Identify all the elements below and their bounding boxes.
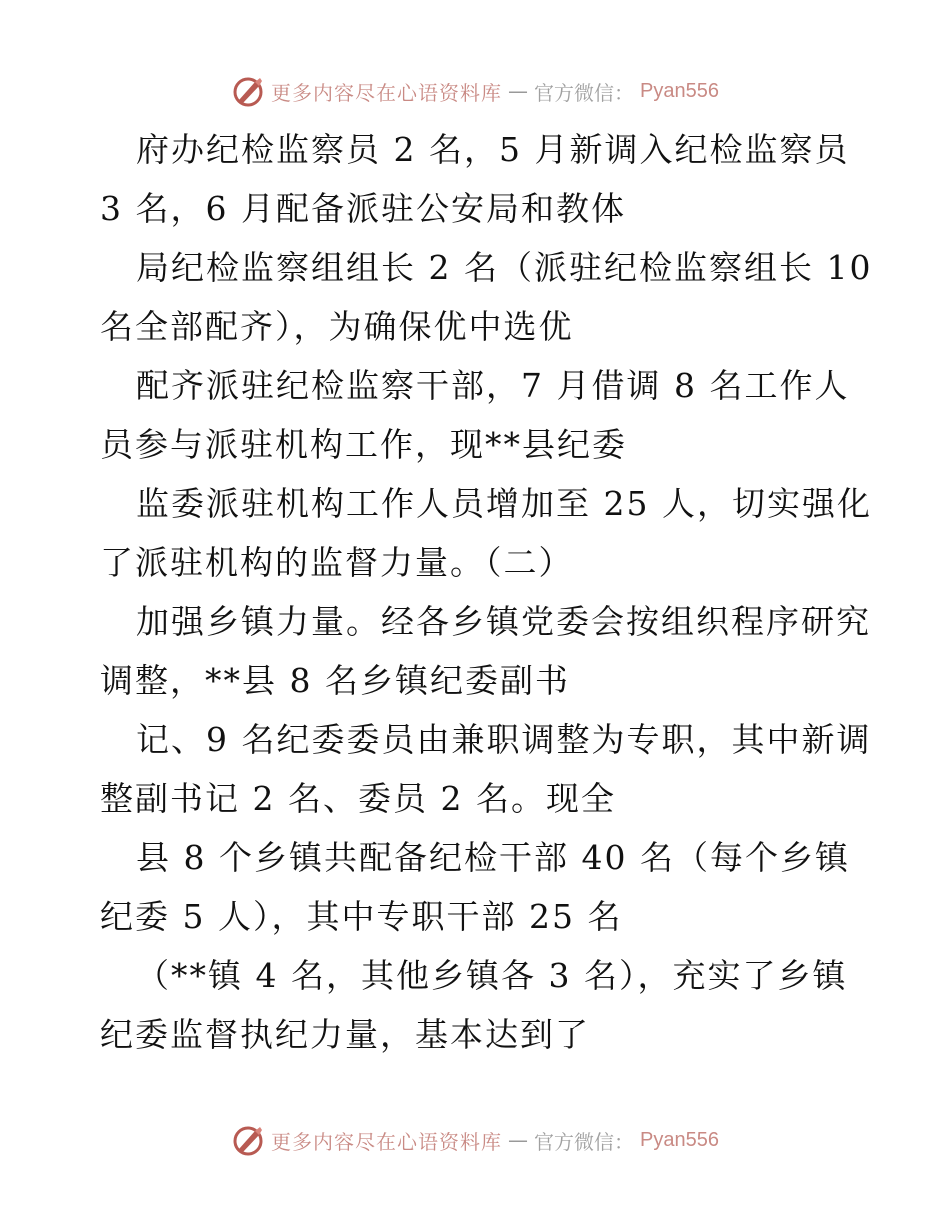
watermark-separator: — xyxy=(508,1128,529,1152)
watermark-wechat-id: Pyan556 xyxy=(640,1128,719,1151)
paragraph-line: （**镇 4 名，其他乡镇各 3 名），充实了乡镇 xyxy=(136,956,848,995)
paragraph xyxy=(100,592,871,710)
paragraph-line: 加强乡镇力量。经各乡镇党委会按组织程序研究 xyxy=(136,602,871,641)
document-body xyxy=(100,120,873,1064)
watermark-wechat-id: Pyan556 xyxy=(640,79,719,102)
paragraph-line: 局纪检监察组组长 2 名（派驻纪检监察组长 10 xyxy=(136,248,873,287)
pen-logo-icon xyxy=(231,1123,265,1157)
paragraph-line: 整副书记 2 名、委员 2 名。现全 xyxy=(100,779,616,818)
paragraph-line: 县 8 个乡镇共配备纪检干部 40 名（每个乡镇 xyxy=(136,838,850,877)
paragraph-line: 名全部配齐），为确保优中选优 xyxy=(100,307,574,346)
paragraph-line: 了派驻机构的监督力量。（二） xyxy=(100,543,574,582)
pen-logo-icon xyxy=(231,74,265,108)
paragraph-line: 记、9 名纪委委员由兼职调整为专职，其中新调 xyxy=(136,720,872,759)
paragraph-line: 员参与派驻机构工作，现**县纪委 xyxy=(100,425,627,464)
watermark-separator: — xyxy=(508,79,529,103)
paragraph xyxy=(100,474,872,592)
paragraph-line: 调整，**县 8 名乡镇纪委副书 xyxy=(100,661,570,700)
paragraph xyxy=(100,120,860,238)
paragraph-line: 配齐派驻纪检监察干部，7 月借调 8 名工作人 xyxy=(136,366,850,405)
paragraph-line: 府办纪检监察员 2 名，5 月新调入纪检监察员 xyxy=(136,130,850,169)
watermark-main-text: 更多内容尽在心语资料库 xyxy=(271,80,503,105)
watermark-sub-text: 官方微信： xyxy=(534,80,635,105)
paragraph xyxy=(100,946,860,1064)
paragraph xyxy=(100,356,860,474)
paragraph xyxy=(100,828,860,946)
paragraph-line: 3 名，6 月配备派驻公安局和教体 xyxy=(100,189,626,228)
paragraph xyxy=(100,710,872,828)
paragraph-line: 纪委监督执纪力量，基本达到了 xyxy=(100,1015,590,1054)
paragraph-line: 纪委 5 人），其中专职干部 25 名 xyxy=(100,897,623,936)
paragraph-line: 监委派驻机构工作人员增加至 25 人，切实强化 xyxy=(136,484,872,523)
header-watermark xyxy=(0,71,950,111)
footer-watermark xyxy=(0,1120,950,1160)
watermark-sub-text: 官方微信： xyxy=(534,1129,635,1154)
paragraph xyxy=(100,238,873,356)
watermark-main-text: 更多内容尽在心语资料库 xyxy=(271,1129,503,1154)
